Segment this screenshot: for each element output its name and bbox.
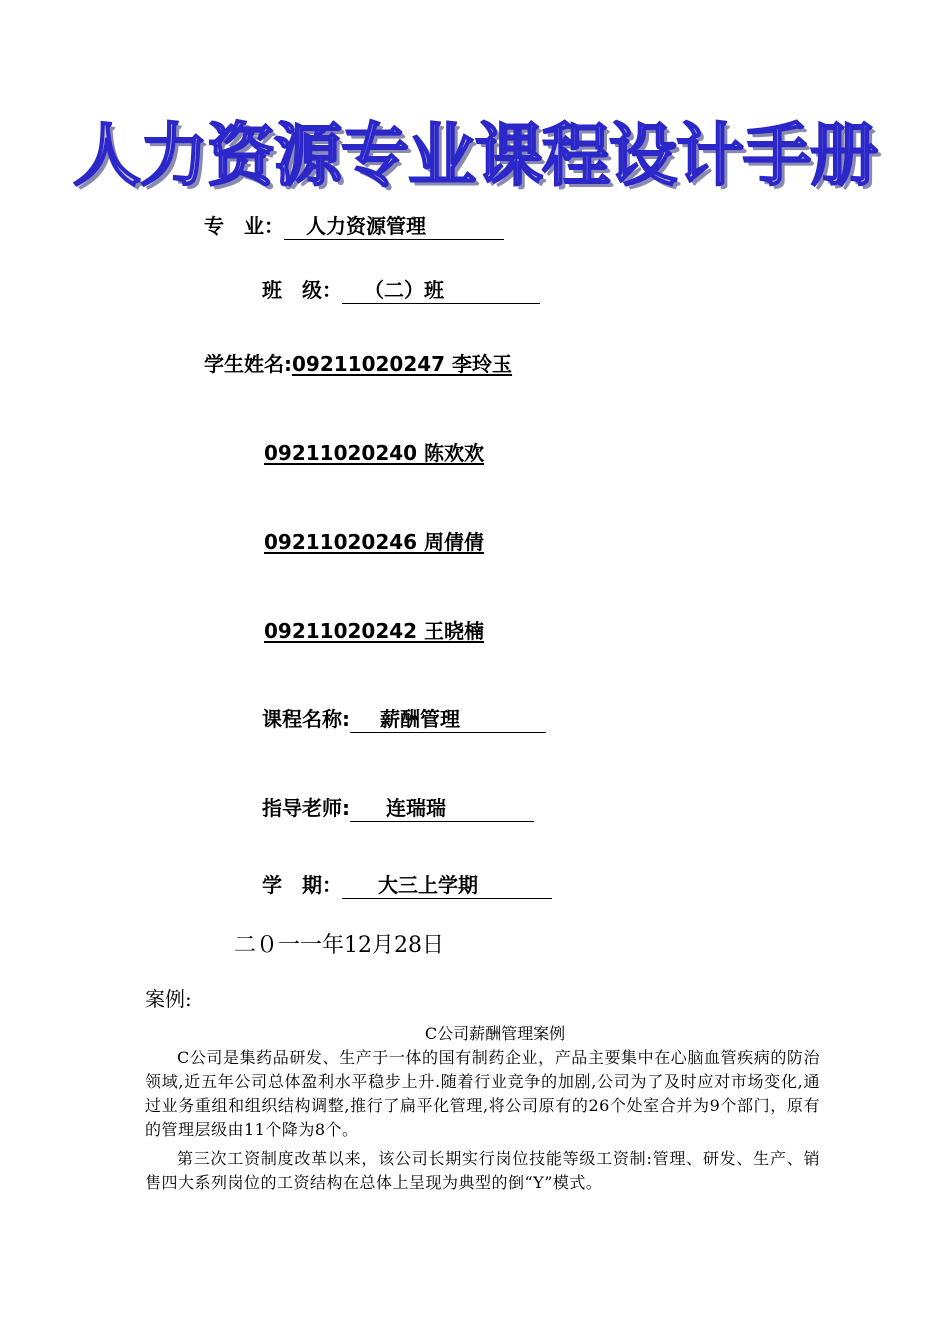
class-value-line bbox=[342, 277, 540, 304]
major-value-line bbox=[284, 213, 504, 240]
course-label: 课程名称: bbox=[262, 707, 350, 731]
term-field bbox=[262, 871, 552, 899]
term-value: 大三上学期 bbox=[378, 873, 478, 897]
major-label: 专 业： bbox=[204, 214, 284, 238]
case-paragraph-2: 第三次工资制度改革以来，该公司长期实行岗位技能等级工资制:管理、研发、生产、销售四大系列岗位的工资结构在总体上呈现为典型的倒“Y”模式。 bbox=[145, 1149, 820, 1192]
case-paragraph-1: C公司是集药品研发、生产于一体的国有制药企业，产品主要集中在心脑血管疾病的防治领域,近五年公司总体盈利水平稳步上升.随着行业竞争的加剧,公司为了及时应对市场变化,通过业务重组和组织结构调整,推行了扁平化管理,将公司原有的26个处室合并为9个部门，原有的管理层级由11个降为8个。 bbox=[145, 1048, 820, 1139]
student-3-row bbox=[264, 528, 484, 556]
cover-date: 二０一一年12月28日 bbox=[234, 933, 444, 958]
cover-title: 人力资源专业课程设计手册 bbox=[72, 117, 877, 196]
students-field bbox=[204, 350, 512, 378]
student-4-row bbox=[264, 617, 484, 645]
teacher-field bbox=[262, 794, 534, 822]
student-2-row bbox=[264, 439, 484, 467]
student-1: 09211020247 李玲玉 bbox=[292, 352, 513, 376]
course-field bbox=[262, 705, 546, 733]
major-value: 人力资源管理 bbox=[306, 214, 426, 238]
course-value-line bbox=[350, 706, 546, 733]
student-4: 09211020242 王晓楠 bbox=[264, 619, 485, 643]
term-value-line bbox=[342, 872, 552, 899]
student-2: 09211020240 陈欢欢 bbox=[264, 441, 485, 465]
student-3: 09211020246 周倩倩 bbox=[264, 530, 485, 554]
term-label: 学 期： bbox=[262, 873, 342, 897]
class-label: 班 级： bbox=[262, 278, 342, 302]
course-value: 薪酬管理 bbox=[380, 707, 460, 731]
teacher-value: 连瑞瑞 bbox=[386, 796, 446, 820]
class-field bbox=[262, 276, 540, 304]
case-label: 案例: bbox=[145, 987, 192, 1011]
major-field bbox=[204, 212, 504, 240]
teacher-label: 指导老师: bbox=[262, 796, 350, 820]
teacher-value-line bbox=[350, 795, 534, 822]
students-label: 学生姓名: bbox=[204, 352, 292, 376]
case-title: C公司薪酬管理案例 bbox=[424, 1024, 566, 1043]
class-value: （二）班 bbox=[364, 278, 444, 302]
